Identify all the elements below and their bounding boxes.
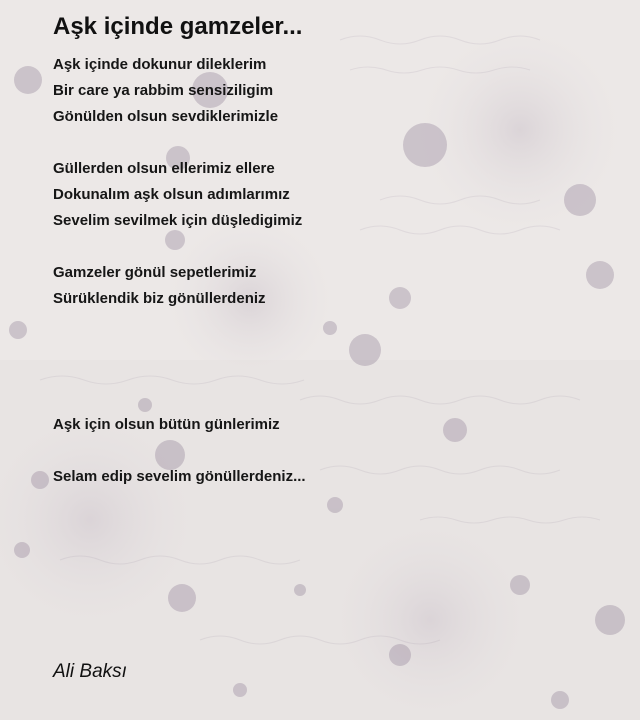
poem-line: Bir care ya rabbim sensiziligim [53,82,274,99]
poem-line: Gamzeler gönül sepetlerimiz [53,264,257,281]
poem-line: Sevelim sevilmek için düşledigimiz [53,212,303,229]
poem-line: Selam edip sevelim gönüllerdeniz... [53,468,306,485]
poem-line: Aşk içinde dokunur dileklerim [53,56,267,73]
poem-line: Sürüklendik biz gönüllerdeniz [53,290,266,307]
poem-title: Aşk içinde gamzeler... [53,13,303,40]
poem-line: Dokunalım aşk olsun adımlarımız [53,186,290,203]
poem-line: Güllerden olsun ellerimiz ellere [53,160,275,177]
author-name: Ali Baksı [53,661,127,682]
poem-line: Gönülden olsun sevdiklerimizle [53,108,279,125]
poem-line: Aşk için olsun bütün günlerimiz [53,416,280,433]
